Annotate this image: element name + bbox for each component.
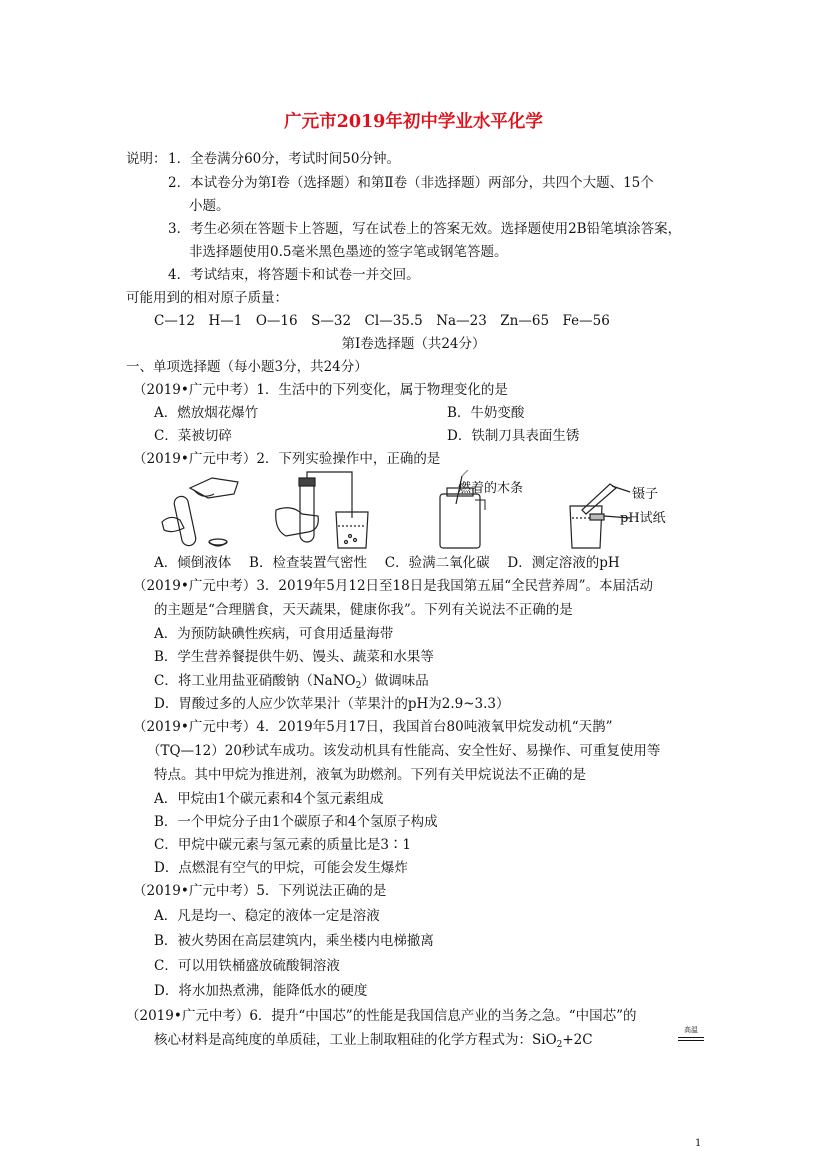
co2-full-check-illustration [440, 470, 523, 548]
q6-stem-2-text: 核心材料是高纯度的单质硅，工业上制取粗硅的化学方程式为：SiO [154, 1032, 557, 1048]
q3-option-c [154, 671, 429, 696]
note-3a: 3．考生必须在答题卡上答题，写在试卷上的答案无效。选择题使用2B铅笔填涂答案， [168, 221, 682, 237]
q4-stem-3: 特点。其中甲烷为推进剂，液氧为助燃剂。下列有关甲烷说法不正确的是 [154, 767, 586, 783]
q4-option-c: C．甲烷中碳元素与氢元素的质量比是3∶1 [154, 837, 412, 853]
q4-option-b: B．一个甲烷分子由1个碳原子和4个氢原子构成 [154, 814, 438, 830]
q3-option-a: A．为预防缺碘性疾病，可食用适量海带 [154, 626, 394, 642]
note-4: 4．考试结束，将答题卡和试卷一并交回。 [168, 267, 420, 283]
note-3b: 非选择题使用0.5毫米黑色墨迹的签字笔或钢笔答题。 [189, 244, 508, 260]
q1-stem: （2019•广元中考）1．生活中的下列变化，属于物理变化的是 [133, 382, 508, 398]
q4-stem-2: （TQ—12）20秒试车成功。该发动机具有性能高、安全性好、易操作、可重复使用等 [147, 743, 661, 759]
q2-options: A．倾倒液体 B．检查装置气密性 C．验满二氧化碳 D．测定溶液的pH [154, 555, 620, 571]
notes-prefix: 说明： [126, 151, 167, 167]
q2-apparatus-figure [150, 470, 710, 552]
atomic-mass-label: 可能用到的相对原子质量： [126, 290, 288, 306]
q4-option-d: D．点燃混有空气的甲烷，可能会发生爆炸 [154, 860, 408, 876]
atomic-masses: C—12 H—1 O—16 S—32 Cl—35.5 Na—23 Zn—65 Fe—56 [154, 313, 610, 329]
q5-option-b: B．被火势困在高层建筑内，乘坐楼内电梯撤离 [154, 933, 434, 949]
q4-stem-1: （2019•广元中考）4．2019年5月17日，我国首台80吨液氧甲烷发动机“天鹊” [133, 719, 613, 735]
note-2a: 2．本试卷分为第Ⅰ卷（选择题）和第Ⅱ卷（非选择题）两部分，共四个大题、15个 [168, 175, 654, 191]
label-ph-paper: pH试纸 [620, 511, 666, 526]
q5-option-c: C．可以用铁桶盛放硫酸铜溶液 [154, 958, 340, 974]
q2-stem: （2019•广元中考）2．下列实验操作中，正确的是 [133, 451, 441, 467]
section1-heading: 一、单项选择题（每小题3分，共24分） [126, 359, 368, 375]
q1-option-a: A．燃放烟花爆竹 [154, 405, 259, 421]
page-title: 广元市2019年初中学业水平化学 [284, 112, 543, 132]
q3-stem-1: （2019•广元中考）3．2019年5月12日至18日是我国第五届“全民营养周”。本届活动 [133, 578, 654, 594]
q6-stem-2-post: +2C [562, 1032, 593, 1048]
equation-line-bottom [678, 1040, 704, 1041]
q3-option-b: B．学生营养餐提供牛奶、馒头、蔬菜和水果等 [154, 649, 434, 665]
part1-title: 第Ⅰ卷选择题（共24分） [341, 336, 486, 352]
note-2b: 小题。 [189, 198, 230, 214]
reaction-condition [678, 1026, 704, 1041]
q4-option-a: A．甲烷由1个碳元素和4个氢元素组成 [154, 791, 384, 807]
q5-stem: （2019•广元中考）5．下列说法正确的是 [133, 883, 387, 899]
airtightness-check-illustration [276, 472, 368, 548]
q3-option-d: D．胃酸过多的人应少饮苹果汁（苹果汁的pH为2.9~3.3） [154, 696, 510, 712]
note-1: 1．全卷满分60分，考试时间50分钟。 [168, 151, 400, 167]
q6-stem-2-sub: 2 [556, 1040, 563, 1050]
equation-line-top [678, 1037, 704, 1038]
label-tweezers: 镊子 [632, 487, 659, 502]
q6-stem-2 [154, 1030, 593, 1055]
ph-test-illustration [570, 484, 666, 548]
q1-option-d: D．铁制刀具表面生锈 [447, 428, 580, 444]
q6-stem-1: （2019•广元中考）6．提升“中国芯”的性能是我国信息产业的当务之急。“中国芯”的 [126, 1008, 637, 1024]
page-number: 1 [695, 1138, 702, 1149]
reaction-condition-label: 高温 [684, 1026, 698, 1034]
q3-c-pre: C．将工业用盐亚硝酸钠（NaNO [154, 673, 356, 689]
q5-option-a: A．凡是均一、稳定的液体一定是溶液 [154, 908, 380, 924]
q5-option-d: D．将水加热煮沸，能降低水的硬度 [154, 983, 368, 999]
q3-c-sub: 2 [355, 681, 362, 691]
q3-stem-2: 的主题是“合理膳食，天天蔬果，健康你我”。下列有关说法不正确的是 [154, 602, 573, 618]
q1-option-c: C．菜被切碎 [154, 428, 232, 444]
q1-option-b: B．牛奶变酸 [447, 405, 525, 421]
pouring-liquid-illustration [162, 478, 238, 547]
q3-c-post: ）做调味品 [361, 673, 429, 689]
label-burning-stick: 燃着的木条 [458, 481, 524, 496]
